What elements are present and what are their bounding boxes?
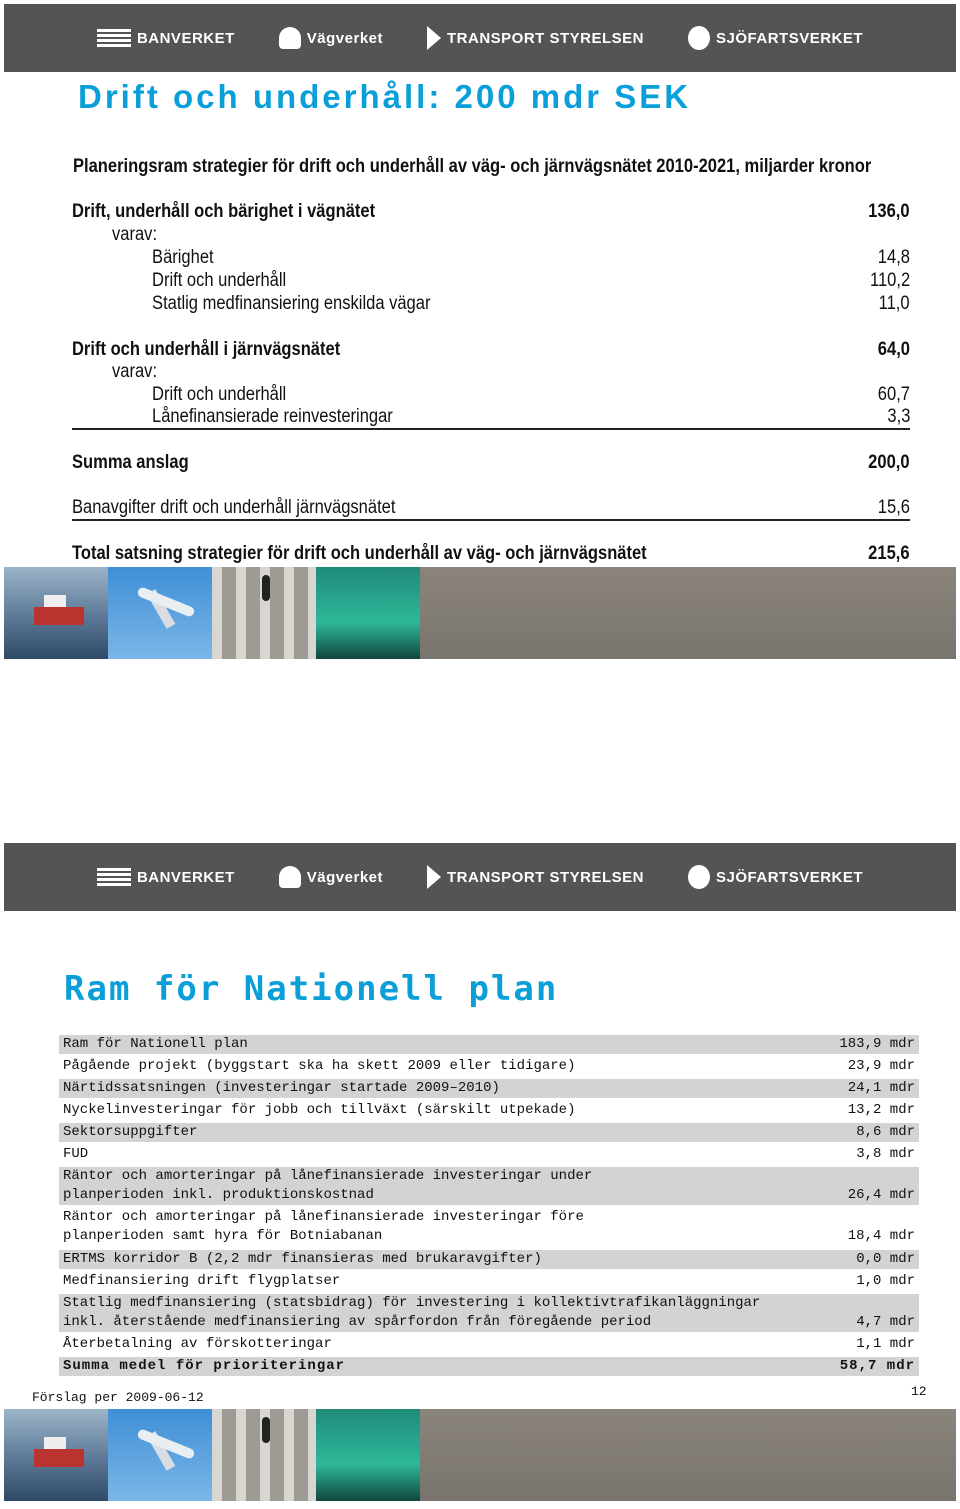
footer-date: Förslag per 2009-06-12 xyxy=(32,1390,204,1405)
ship-photo xyxy=(4,1409,108,1501)
table-row: Drift och underhåll i järnvägsnätet 64,0 xyxy=(72,339,910,360)
slide-title: Ram för Nationell plan xyxy=(64,969,559,1009)
table-row: Statlig medfinansiering enskilda vägar 11,0 xyxy=(152,293,910,314)
photo-strip xyxy=(4,567,956,659)
banverket-logo: BANVERKET xyxy=(97,868,235,886)
banverket-emblem-icon xyxy=(97,29,131,47)
sjofartsverket-logo: SJÖFARTSVERKET xyxy=(688,865,863,889)
banverket-logo: BANVERKET xyxy=(97,29,235,47)
airplane-photo xyxy=(108,1409,212,1501)
table-row: Banavgifter drift och underhåll järnvägsnätet 15,6 xyxy=(72,495,910,521)
banverket-emblem-icon xyxy=(97,868,131,886)
sjofartsverket-logo: SJÖFARTSVERKET xyxy=(688,26,863,50)
train-photo xyxy=(316,1409,420,1501)
table-row: Återbetalning av förskotteringar 1,1 mdr xyxy=(63,1336,915,1352)
train-photo xyxy=(316,567,420,659)
table-row-total: Summa medel för prioriteringar 58,7 mdr xyxy=(59,1357,919,1376)
table-row: Pågående projekt (byggstart ska ha skett 2009 eller tidigare) 23,9 mdr xyxy=(63,1058,915,1074)
table-row: Räntor och amorteringar på lånefinansierade investeringar under planperioden inkl. produktionskostnad 26,4 mdr xyxy=(59,1167,919,1205)
railway-crossing-photo xyxy=(420,567,956,659)
photo-strip xyxy=(4,1409,956,1501)
logo-bar xyxy=(4,843,956,911)
logo-bar xyxy=(4,4,956,72)
table-row: Drift, underhåll och bärighet i vägnätet 136,0 xyxy=(72,201,910,222)
slide-drift-och-underhall xyxy=(4,4,956,659)
table-row: Bärighet 14,8 xyxy=(152,247,910,268)
vagverket-logo: Vägverket xyxy=(279,27,383,49)
table-row: Sektorsuppgifter 8,6 mdr xyxy=(59,1123,919,1142)
table-row: Lånefinansierade reinvesteringar 3,3 xyxy=(72,404,910,430)
page-number: 12 xyxy=(911,1384,927,1399)
crosswalk-photo xyxy=(212,567,316,659)
slide-subtitle: Planeringsram strategier för drift och underhåll av väg- och järnvägsnätet 2010-2021, miljarder kronor xyxy=(73,156,872,177)
table-row: Drift och underhåll 60,7 xyxy=(152,384,910,405)
table-row: Statlig medfinansiering (statsbidrag) för investering i kollektivtrafikanläggningar inkl. återstående medfinansiering av spårfordon från föregående period 4,7 mdr xyxy=(59,1294,919,1332)
table-row: Ram för Nationell plan 183,9 mdr xyxy=(59,1035,919,1054)
table-row: varav: xyxy=(112,224,158,245)
ship-photo xyxy=(4,567,108,659)
crosswalk-photo xyxy=(212,1409,316,1501)
table-row: Medfinansiering drift flygplatser 1,0 mdr xyxy=(63,1273,915,1289)
arrow-icon xyxy=(427,865,441,889)
table-row: varav: xyxy=(112,361,158,382)
seal-icon xyxy=(688,865,710,889)
crown-icon xyxy=(279,27,301,49)
table-row: Räntor och amorteringar på lånefinansierade investeringar före planperioden samt hyra för Botniabanan 18,4 mdr xyxy=(63,1209,915,1244)
airplane-photo xyxy=(108,567,212,659)
railway-crossing-photo xyxy=(420,1409,956,1501)
transportstyrelsen-logo: TRANSPORT STYRELSEN xyxy=(427,26,644,50)
arrow-icon xyxy=(427,26,441,50)
transportstyrelsen-logo: TRANSPORT STYRELSEN xyxy=(427,865,644,889)
table-row: Nyckelinvesteringar för jobb och tillväxt (särskilt utpekade) 13,2 mdr xyxy=(63,1102,915,1118)
table-row: Drift och underhåll 110,2 xyxy=(152,270,910,291)
table-row: Närtidssatsningen (investeringar startade 2009–2010) 24,1 mdr xyxy=(59,1079,919,1098)
table-row: Summa anslag 200,0 xyxy=(72,452,910,473)
slide-title: Drift och underhåll: 200 mdr SEK xyxy=(78,78,692,115)
slide-ram-nationell-plan xyxy=(4,843,956,1501)
crown-icon xyxy=(279,866,301,888)
seal-icon xyxy=(688,26,710,50)
table-row: FUD 3,8 mdr xyxy=(63,1146,915,1162)
table-row: Total satsning strategier för drift och underhåll av väg- och järnvägsnätet 215,6 xyxy=(72,543,910,564)
vagverket-logo: Vägverket xyxy=(279,866,383,888)
table-row: ERTMS korridor B (2,2 mdr finansieras med brukaravgifter) 0,0 mdr xyxy=(59,1250,919,1269)
